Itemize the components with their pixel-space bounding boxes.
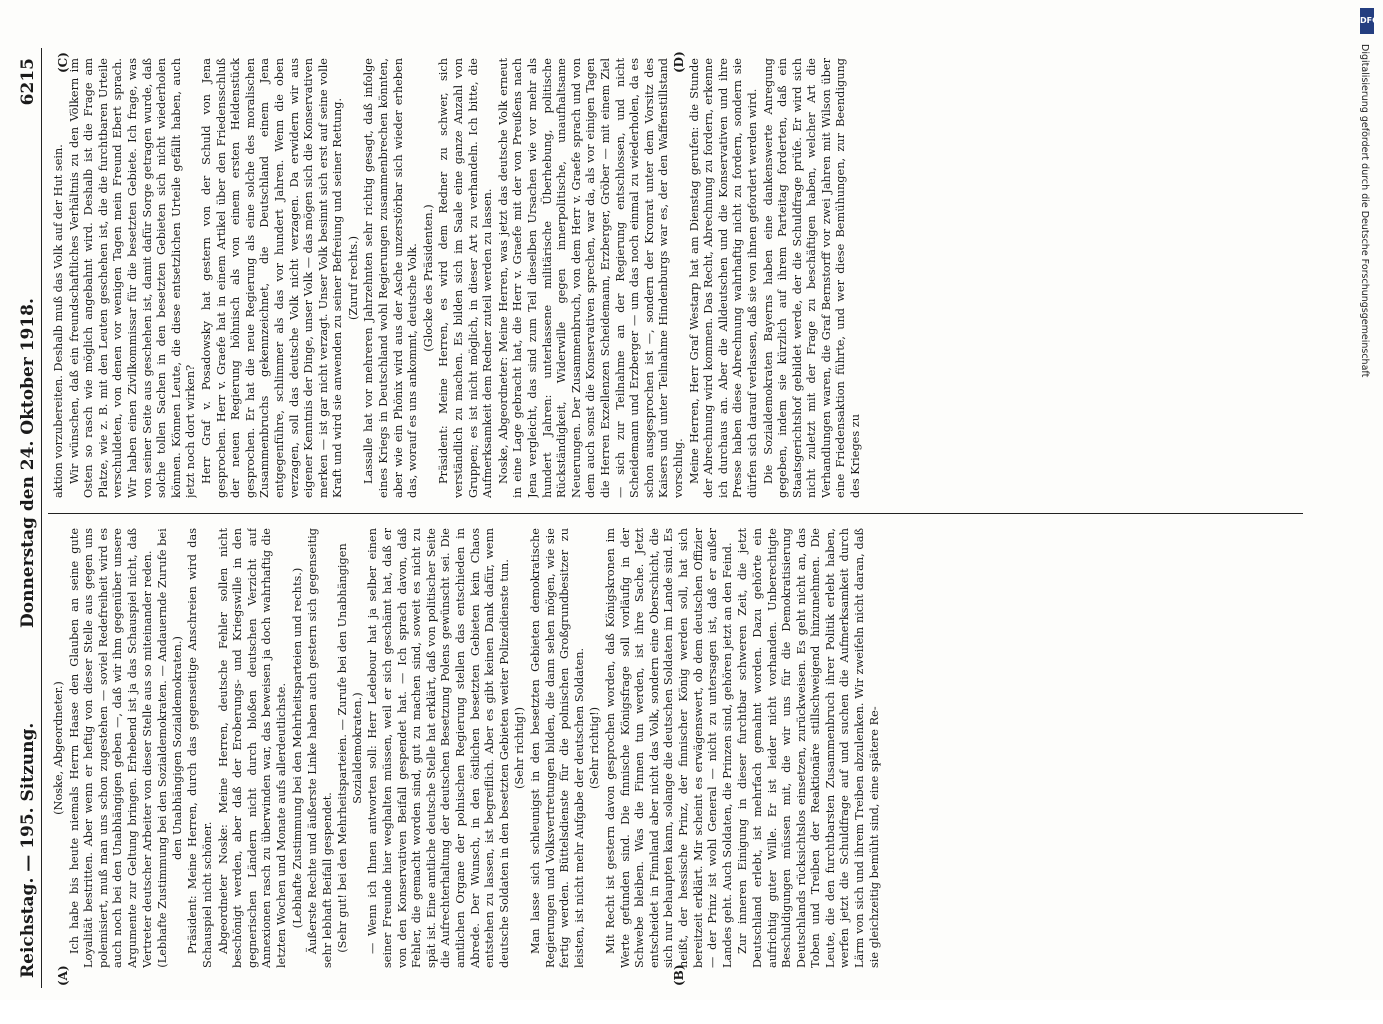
paragraph: aktion vorzubereiten. Deshalb muß das Volk auf der Hut sein. (52, 144, 65, 498)
header-date: Donnerstag den 24. Oktober 1918. (18, 298, 38, 628)
paragraph: Abgeordneter Noske: Meine Herren, deutsche Fehler sollen nicht beschönigt werden, aber daß der Eroberungs- und Kriegswille in den gegnerischen Ländern nicht durch bloßen deutschen Verzicht auf Annexionen rasch zu überwinden war, das beweisen ja doch wahrhaftig die letzten Wochen und Monate aufs allerdeutlichste. (216, 528, 288, 968)
marker-b: (B) (672, 964, 686, 986)
interjection: (Lebhafte Zustimmung bei den Mehrheitsparteien und rechts.) (290, 567, 304, 929)
rotated-page-content (12, 48, 1312, 988)
dfg-logo: DFG (1360, 8, 1374, 34)
paragraph: Man lasse sich schleunigst in den besetzten Gebieten demokratische Regierungen und Volksvertretungen bilden, die dann sehen mögen, wie sie fertig werden. Büttelsdienste für die polnischen Großgrundbesitzer zu leisten, ist nicht mehr Aufgabe der deutschen Soldaten. (529, 528, 586, 968)
marker-c: (C) (56, 52, 70, 73)
interjection: (Zuruf rechts.) (346, 236, 360, 321)
header-rule (41, 48, 42, 988)
paragraph: Herr Graf v. Posadowsky hat gestern von der Schuld von Jena gesprochen. Herr v. Graefe hat in einem Artikel über den Friedensschluß der neuen Regierung höhnisch als von einem ersten Heldenstück gesprochen. Er hat die neue Regierung als eine solche des moralischen Zusammenbruchs gekennzeichnet, die Deutschland einem Jena entgegenführe, schlimmer als das vor hundert Jahren. Wenn die oben verzagen, soll das deutsche Volk nicht verzagen. Da erwidern wir aus eigener Kenntnis der Dinge, unser Volk — das mögen sich die Konservativen merken — ist gar nicht verzagt. Unser Volk besinnt sich erst auf seine volle Kraft und wird sie anwenden zu seiner Befreiung und seiner Rettung. (199, 58, 345, 498)
paragraph: Meine Herren, Herr Graf Westarp hat am Dienstag gerufen: die Stunde der Abrechnung wird kommen. Das Recht, Abrechnung zu fordern, erkenne ich durchaus an. Aber die Alldeutschen und die Konservativen und ihre Presse haben diese Abrechnung wahrhaftig nicht zu fordern, sondern sie dürfen sich darauf verlassen, daß sie von ihnen gefordert werden wird. (687, 58, 759, 498)
funding-note-text: Digitalisierung gefördert durch die Deutsche Forschungsgemeinschaft (1359, 44, 1370, 378)
interjection: (Lebhafte Zustimmung bei den Sozialdemokraten. — Andauernde Zurufe bei den Unabhängigen Sozialdemokraten.) (156, 528, 184, 968)
paragraph: Noske, Abgeordneter: Meine Herren, was jetzt das deutsche Volk erneut in eine Lage gebracht hat, die Herr v. Graefe mit der von Preußens nach Jena vergleicht, das sind zum Teil dieselben Ursachen wie vor mehr als hundert Jahren: unterlassene militärische Überhebung, politische Rückständigkeit, Widerwille gegen innerpolitische, unaufhaltsame Neuerungen. Der Zusammenbruch, von dem Herr v. Graefe sprach und von dem auch sonst die Konservativen sprechen, war da, als vor einigen Tagen die Herren Exzellenzen Scheidemann, Erzberger, Gröber — mit einem Ziel — sich zur Teilnahme an der Regierung entschlossen, und nicht Scheidemann und Erzberger — um das noch einmal zu wiederholen, da es schon ausgesprochen ist —, sondern der Kronrat unter dem Vorsitz des Kaisers und unter Teilnahme Hindenburgs war es, der den Waffenstillstand vorschlug. (496, 58, 685, 498)
paragraph: Mit Recht ist gestern davon gesprochen worden, daß Königskronen im Werte gefunden sind. Die finnische Königsfrage soll vorläufig in der Schwebe bleiben. Was die Finnen tun werden, ist ihre Sache. Jetzt entscheidet in Finnland aber nicht das Volk, sondern eine Oberschicht, die sich nur behaupten kann, solange die deutschen Soldaten im Lande sind. Es heißt, der hessische Prinz, der finnischer König werden soll, hat sich bereitzeit erklärt. Mir scheint es erwägenswert, ob dem deutschen Offizier — der Prinz ist wohl General — nicht zu untersagen ist, daß er außer Landes geht. Auch Soldaten, die Prinzen sind, gehören jetzt an den Feind. (603, 528, 734, 968)
left-column (52, 528, 1302, 968)
interjection: (Sehr richtig!) (513, 706, 527, 790)
paragraph: Ich habe bis heute niemals Herrn Haase den Glauben an seine gute Loyalität bestritten. Aber wenn er heftig von dieser Stelle aus gegen uns polemisiert, muß man uns schon zugestehen — soviel Redefreiheit wird es auch noch bei den Unabhängigen geben —, daß wir ihm gegenüber unsere Argumente zur Geltung bringen. Erhebend ist ja das Schauspiel nicht, daß Vertreter deutscher Arbeiter von dieser Stelle aus so miteinander reden. (67, 528, 154, 968)
paragraph: — Wenn ich Ihnen antworten soll: Herr Ledebour hat ja selber einen seiner Freunde hier weghalten müssen, weil er sich geschämt hat, daß er von den Konservativen Beifall gespendet hat. — Ich sprach davon, daß Fehler, die gemacht worden sind, gut zu machen sind, soweit es nicht zu spät ist. Eine amtliche deutsche Stelle hat erklärt, daß von politischer Seite die Aufrechterhaltung der deutschen Besetzung Polens gewünscht sei. Die amtlichen Organe der polnischen Regierung stellen das entschieden in Abrede. Der Wunsch, in den östlichen besetzten Gebieten kein Chaos entstehen zu lassen, ist begreiflich. Aber es gibt keinen Dank dafür, wenn deutsche Soldaten in den besetzten Gebieten weiter Polizeidienste tun. (366, 528, 511, 968)
interjection: (Glocke des Präsidenten.) (421, 204, 435, 352)
column-divider (48, 513, 1303, 514)
paragraph: Äußerste Rechte und äußerste Linke haben auch gestern sich gegenseitig sehr lebhaft Beifall gespendet. (306, 528, 334, 968)
interjection: (Sehr richtig!) (588, 706, 602, 790)
paragraph: Die Sozialdemokraten Bayerns haben eine dankenswerte Anregung gegeben, indem sie kürzlich auf ihrem Parteitag forderten, daß ein Staatsgerichtshof gebildet werde, der die Schuldfrage prüfe. Er wird sich nicht zuletzt mit der Frage zu beschäftigen haben, welcher Art die Verhandlungen waren, die Graf Bernstorff vor zwei Jahren mit Wilson über eine Friedensaktion führte, und wer diese Bemühungen, zur Beendigung des Krieges zu (761, 58, 863, 498)
speaker-ref: (Noske, Abgeordneter.) (52, 681, 65, 815)
right-column (52, 58, 1302, 498)
paragraph: Wir wünschen, daß ein freundschaftliches Verhältnis zu den Völkern im Osten so rasch wie möglich angebahnt wird. Deshalb ist die Frage am Platze, wie z. B. mit den Leuten geschehen ist, die die furchtbaren Urteile verschuldeten, von denen vor wenigen Tagen mein Freund Ebert sprach. Wir haben einen Zivilkommissar für die besetzten Gebiete. Ich frage, was von seiner Seite aus geschehen ist, damit dafür Sorge getragen wurde, daß solche tollen Sachen in den besetzten Gebieten sich nicht wiederholen können. Können Leute, die diese entsetzlichen Urteile gefällt haben, auch jetzt noch dort wirken? (67, 58, 198, 498)
funding-note (1350, 44, 1372, 1024)
header-left: Reichstag. — 195. Sitzung. (18, 722, 38, 978)
paragraph: Lassalle hat vor mehreren Jahrzehnten sehr richtig gesagt, daß infolge eines Kriegs in Deutschland wohl Regierungen zusammenbrechen könnten, aber wie ein Phönix wird aus der Asche unzerstörbar sich wieder erheben das, worauf es uns ankommt, deutsche Volk. (362, 58, 420, 498)
page-header (12, 48, 40, 988)
marker-d: (D) (672, 51, 686, 73)
page-number: 6215 (18, 58, 38, 106)
paragraph: Präsident: Meine Herren, durch das gegenseitige Anschreien wird das Schauspiel nicht schöner. (186, 528, 214, 968)
interjection: (Sehr gut! bei den Mehrheitsparteien. — Zurufe bei den Unabhängigen Sozialdemokraten.) (336, 543, 364, 953)
paragraph: Präsident: Meine Herren, es wird dem Redner zu schwer, sich verständlich zu machen. Es bilden sich im Saale eine ganze Anzahl von Gruppen; es ist nicht möglich, in dieser Art zu verhandeln. Ich bitte, die Aufmerksamkeit dem Redner zuteil werden zu lassen. (437, 58, 495, 498)
paragraph: Zur inneren Einigung in dieser furchtbar schweren Zeit, die jetzt Deutschland erlebt, ist mehrfach gemahnt worden. Dazu gehörte ein aufrichtig guter Wille. Er ist leider nicht vorhanden. Unberechtigte Beschuldigungen müssen mit, die wir uns für die Demokratisierung Deutschlands rücksichtslos einsetzen, zurückweisen. Es geht nicht an, das Toben und Treiben der Reaktionäre stillschweigend hinzunehmen. Die Leute, die den furchtbarsten Zusammenbruch ihrer Politik erlebt haben, werfen jetzt die Schuldfrage auf und suchen die Aufmerksamkeit durch Lärm von sich und ihrem Treiben abzulenken. Wir zweifeln nicht daran, daß sie gleichzeitig bemüht sind, eine spätere Re- (736, 528, 881, 968)
marker-a: (A) (56, 965, 70, 986)
